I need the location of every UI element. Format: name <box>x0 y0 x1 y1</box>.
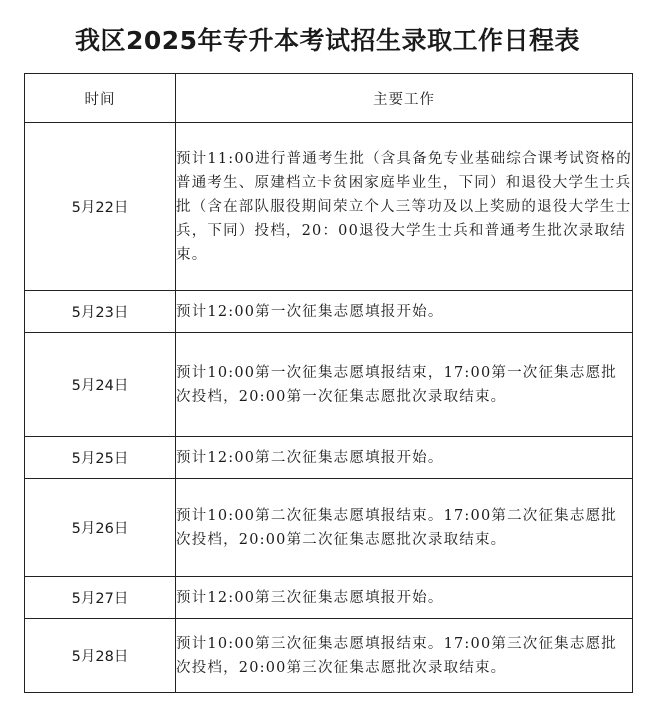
row-date: 5月26日 <box>25 479 176 577</box>
row-date: 5月24日 <box>25 333 176 437</box>
table-row <box>25 437 633 479</box>
table-header-row <box>25 74 633 123</box>
row-date: 5月25日 <box>25 437 176 479</box>
column-header-main-work: 主要工作 <box>176 74 633 123</box>
row-date: 5月22日 <box>25 123 176 291</box>
row-work: 预计12:00第二次征集志愿填报开始。 <box>176 437 633 479</box>
table-row <box>25 123 633 291</box>
row-work: 预计10:00第一次征集志愿填报结束，17:00第一次征集志愿批次投档，20:00第一次征集志愿批次录取结束。 <box>176 333 633 437</box>
row-work: 预计10:00第三次征集志愿填报结束。17:00第三次征集志愿批次投档，20:00第三次征集志愿批次录取结束。 <box>176 619 633 693</box>
row-work: 预计11:00进行普通考生批（含具备免专业基础综合课考试资格的普通考生、原建档立卡贫困家庭毕业生，下同）和退役大学生士兵批（含在部队服役期间荣立个人三等功及以上奖励的退役大学生士兵，下同）投档，20：00退役大学生士兵和普通考生批次录取结束。 <box>176 123 633 291</box>
table-row <box>25 333 633 437</box>
column-header-time: 时间 <box>25 74 176 123</box>
page-title: 我区2025年专升本考试招生录取工作日程表 <box>74 26 581 55</box>
table-row <box>25 291 633 333</box>
table-row <box>25 479 633 577</box>
table-row <box>25 619 633 693</box>
row-date: 5月23日 <box>25 291 176 333</box>
row-work: 预计10:00第二次征集志愿填报结束。17:00第二次征集志愿批次投档，20:00第二次征集志愿批次录取结束。 <box>176 479 633 577</box>
row-work: 预计12:00第三次征集志愿填报开始。 <box>176 577 633 619</box>
table-row <box>25 577 633 619</box>
row-date: 5月28日 <box>25 619 176 693</box>
row-work: 预计12:00第一次征集志愿填报开始。 <box>176 291 633 333</box>
schedule-table <box>24 73 633 693</box>
row-date: 5月27日 <box>25 577 176 619</box>
